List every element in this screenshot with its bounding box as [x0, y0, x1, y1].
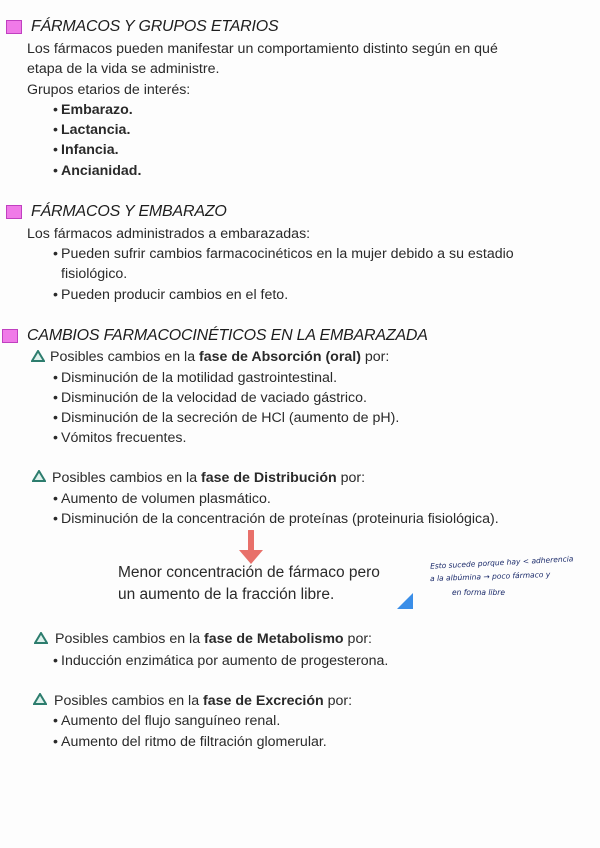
section-heading-embarazo — [6, 203, 227, 221]
phase-distribucion: Posibles cambios en la fase de Distribución por: — [52, 470, 366, 486]
callout-line: Menor concentración de fármaco pero — [118, 564, 380, 581]
list-item: • Disminución de la secreción de HCl (aumento de pH). — [53, 410, 400, 426]
list-item: • Disminución de la motilidad gastrointestinal. — [53, 370, 338, 386]
paragraph: etapa de la vida se administre. — [27, 61, 220, 77]
down-arrow-icon — [236, 530, 266, 566]
list-item: • Pueden sufrir cambios farmacocinéticos en la mujer debido a su estadio — [53, 246, 514, 262]
phase-absorcion: Posibles cambios en la fase de Absorción (oral) por: — [50, 349, 390, 365]
pink-square-icon — [6, 20, 22, 34]
list-item: • Aumento del ritmo de filtración glomerular. — [53, 734, 327, 750]
section-heading-grupos-etarios — [6, 18, 279, 36]
heading-text: FÁRMACOS Y GRUPOS ETARIOS — [31, 18, 279, 35]
handwritten-note-line: en forma libre — [452, 588, 505, 597]
list-item: • Disminución de la concentración de proteínas (proteinuria fisiológica). — [53, 511, 499, 527]
corner-triangle-icon — [397, 593, 413, 609]
triangle-icon — [32, 470, 46, 482]
paragraph: Los fármacos administrados a embarazadas: — [27, 226, 311, 242]
paragraph: Los fármacos pueden manifestar un comportamiento distinto según en qué — [27, 41, 498, 57]
phase-metabolismo: Posibles cambios en la fase de Metabolismo por: — [55, 631, 372, 647]
list-item: • Inducción enzimática por aumento de progesterona. — [53, 653, 389, 669]
pink-square-icon — [6, 205, 22, 219]
triangle-icon — [33, 693, 47, 705]
list-item: • Infancia. — [53, 142, 119, 158]
list-item-continuation: fisiológico. — [61, 266, 128, 282]
handwritten-note-line: Esto sucede porque hay < adherencia — [429, 554, 574, 571]
list-item: • Embarazo. — [53, 102, 133, 118]
section-heading-cambios — [2, 327, 428, 345]
handwritten-note-line: a la albúmina → poco fármaco y — [429, 569, 551, 584]
list-item: • Aumento de volumen plasmático. — [53, 491, 271, 507]
pink-square-icon — [2, 329, 18, 343]
triangle-icon — [34, 632, 48, 644]
triangle-icon — [31, 350, 45, 362]
list-item: • Vómitos frecuentes. — [53, 430, 187, 446]
heading-text: CAMBIOS FARMACOCINÉTICOS EN LA EMBARAZADA — [27, 327, 428, 344]
paragraph: Grupos etarios de interés: — [27, 82, 191, 98]
list-item: • Lactancia. — [53, 122, 131, 138]
list-item: • Disminución de la velocidad de vaciado gástrico. — [53, 390, 367, 406]
list-item: • Pueden producir cambios en el feto. — [53, 287, 289, 303]
heading-text: FÁRMACOS Y EMBARAZO — [31, 203, 227, 220]
callout-line: un aumento de la fracción libre. — [118, 586, 335, 603]
list-item: • Aumento del flujo sanguíneo renal. — [53, 713, 281, 729]
list-item: • Ancianidad. — [53, 163, 142, 179]
phase-excrecion: Posibles cambios en la fase de Excreción por: — [54, 693, 353, 709]
